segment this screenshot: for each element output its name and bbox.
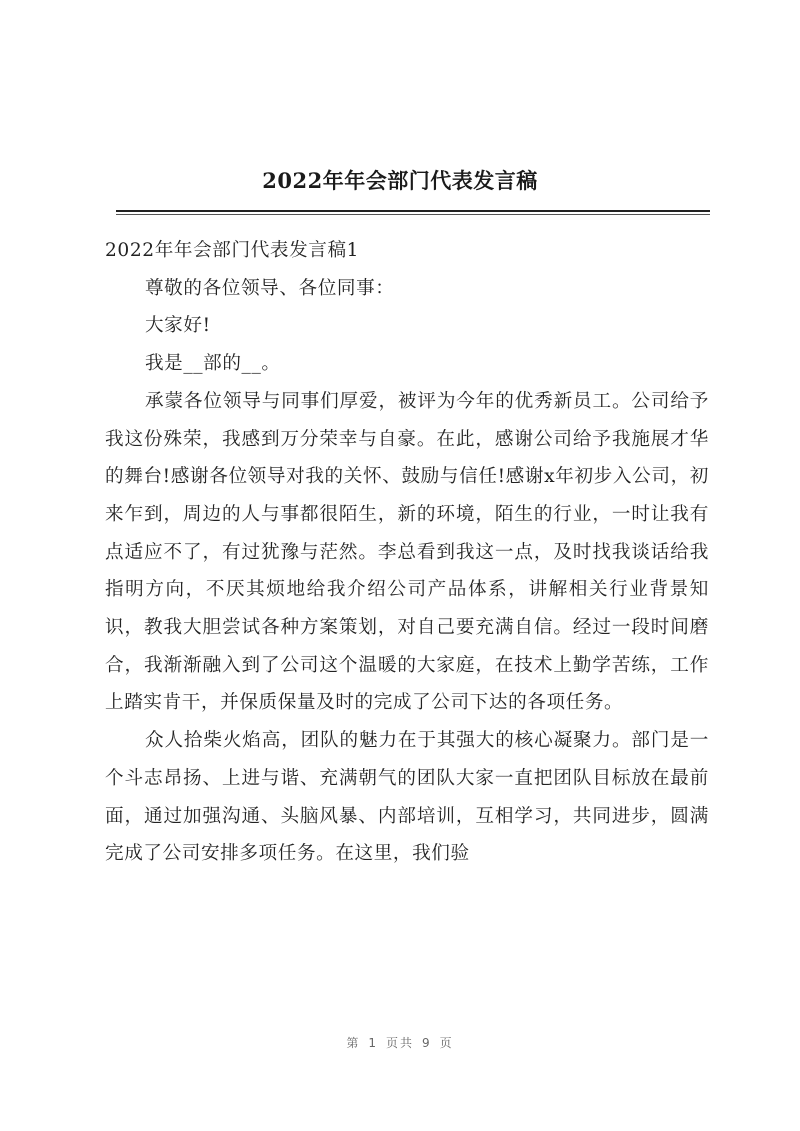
footer-page-total: 9 bbox=[422, 1036, 432, 1050]
salutation-paragraph: 尊敬的各位领导、各位同事： bbox=[144, 277, 395, 299]
page-footer bbox=[0, 1034, 800, 1051]
body-paragraph: 众人拾柴火焰高，团队的魅力在于其强大的核心凝聚力。部门是一个斗志昂扬、上进与谐、充满朝气的团队大家一直把团队目标放在最前面，通过加强沟通、头脑风暴、内部培训，互相学习，共同进步，圆满完成了公司安排多项任务。在这里，我们验 bbox=[105, 730, 709, 865]
footer-prefix: 第 bbox=[346, 1036, 361, 1050]
footer-mid: 页共 bbox=[385, 1036, 414, 1050]
footer-page-number: 1 bbox=[368, 1036, 378, 1050]
greeting-paragraph: 大家好! bbox=[144, 315, 211, 337]
document-title: 2022年年会部门代表发言稿 bbox=[262, 168, 538, 193]
body-paragraph: 承蒙各位领导与同事们厚爱，被评为今年的优秀新员工。公司给予我这份殊荣，我感到万分荣幸与自豪。在此，感谢公司给予我施展才华的舞台!感谢各位领导对我的关怀、鼓励与信任!感谢x年初步入公司，初来乍到，周边的人与事都很陌生，新的环境，陌生的行业，一时让我有点适应不了，有过犹豫与茫然。李总看到我这一点，及时找我谈话给我指明方向，不厌其烦地给我介绍公司产品体系，讲解相关行业背景知识，教我大胆尝试各种方案策划，对自己要充满自信。经过一段时间磨合，我渐渐融入到了公司这个温暖的大家庭，在技术上勤学苦练，工作上踏实肯干，并保质保量及时的完成了公司下达的各项任务。 bbox=[105, 390, 709, 714]
footer-suffix: 页 bbox=[439, 1036, 454, 1050]
title-divider-thin bbox=[116, 214, 710, 215]
intro-paragraph: 我是__部的__。 bbox=[144, 353, 281, 375]
document-body bbox=[105, 232, 709, 873]
section-heading: 2022年年会部门代表发言稿1 bbox=[105, 240, 360, 261]
title-divider-thick bbox=[116, 210, 710, 212]
